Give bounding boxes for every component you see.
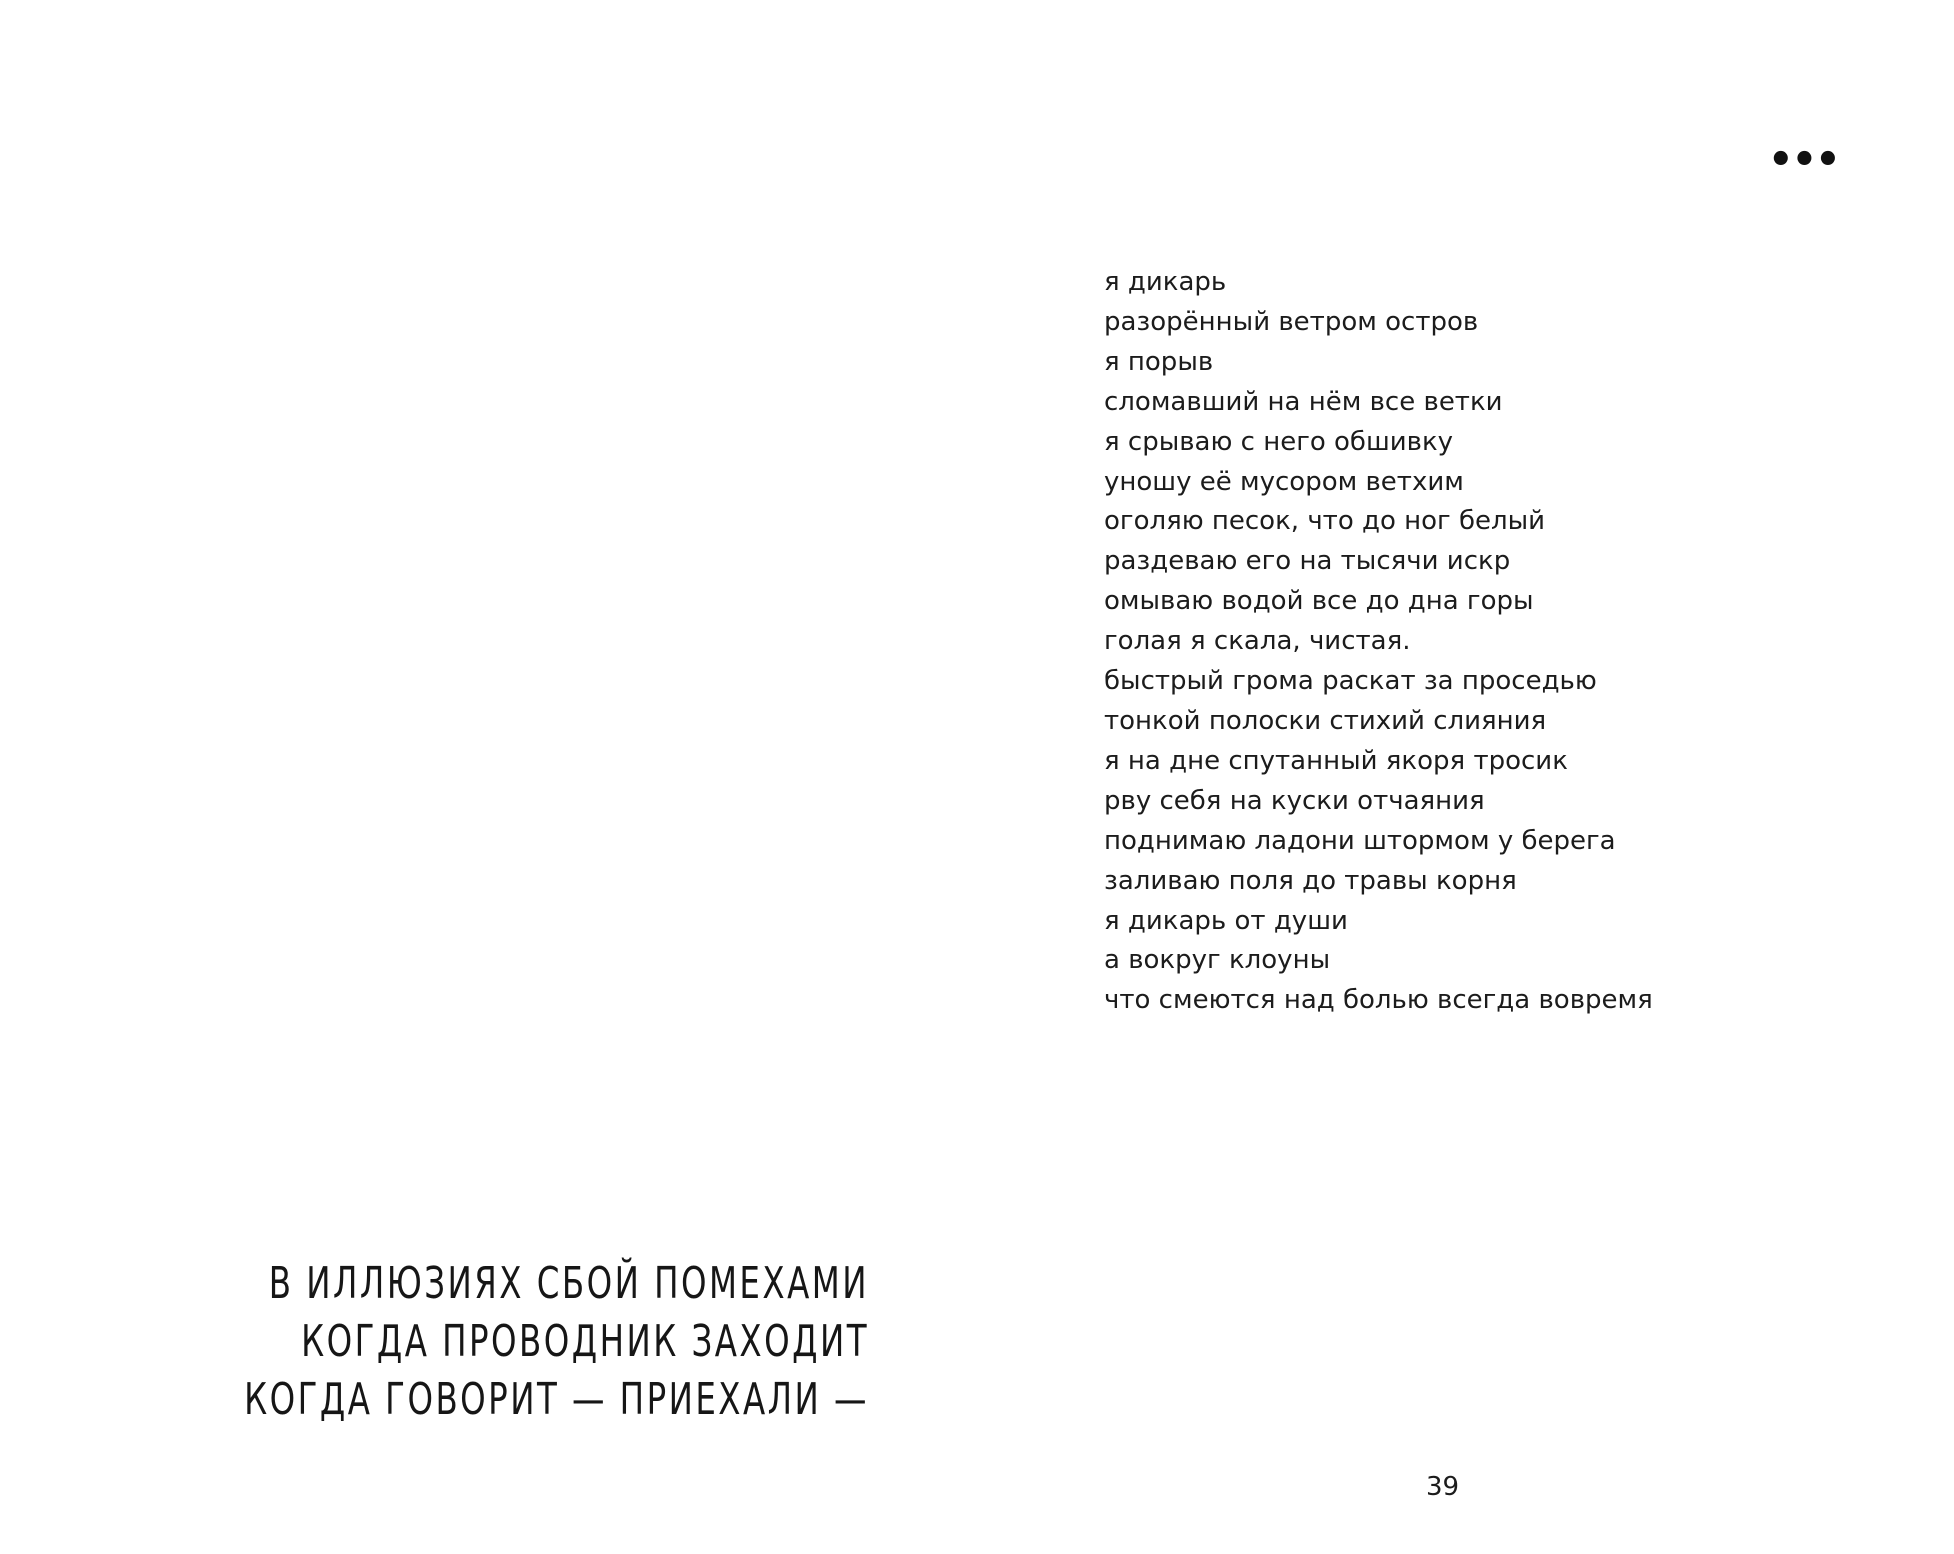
poem-line: голая я скала, чистая. [1104, 626, 1411, 657]
poem-line: я срываю с него обшивку [1104, 426, 1454, 457]
poem-line: рву себя на куски отчаяния [1104, 785, 1485, 816]
poem-line: тонкой полоски стихий слияния [1104, 705, 1547, 736]
poem-line: быстрый грома раскат за проседью [1104, 666, 1597, 697]
page-number: 39 [1426, 1472, 1460, 1502]
poem-line: заливаю поля до травы корня [1104, 865, 1517, 896]
poem-line: я порыв [1104, 346, 1214, 377]
display-quote-line: КОГДА ГОВОРИТ — ПРИЕХАЛИ — [244, 1374, 869, 1425]
ellipsis-ornament: ••• [1768, 137, 1839, 183]
display-quote [107, 1255, 869, 1429]
poem-line: а вокруг клоуны [1104, 945, 1331, 976]
poem-line: уношу её мусором ветхим [1104, 466, 1464, 497]
poem-line: я дикарь [1104, 267, 1227, 297]
display-quote-line: В ИЛЛЮЗИЯХ СБОЙ ПОМЕХАМИ [268, 1258, 869, 1309]
poem-line: оголяю песок, что до ног белый [1104, 506, 1546, 537]
poem-line: поднимаю ладони штормом у берега [1104, 825, 1616, 856]
poem-text [1104, 263, 1653, 1021]
poem-line: я на дне спутанный якоря тросик [1104, 745, 1568, 776]
poem-line: что смеются над болью всегда вовремя [1104, 985, 1653, 1016]
poem-line: омываю водой все до дна горы [1104, 586, 1534, 617]
poem-line: сломавший на нём все ветки [1104, 386, 1503, 417]
display-quote-line: КОГДА ПРОВОДНИК ЗАХОДИТ [301, 1316, 869, 1367]
poem-line: я дикарь от души [1104, 905, 1348, 936]
poem-line: разорённый ветром остров [1104, 306, 1479, 337]
poem-line: раздеваю его на тысячи искр [1104, 546, 1511, 577]
